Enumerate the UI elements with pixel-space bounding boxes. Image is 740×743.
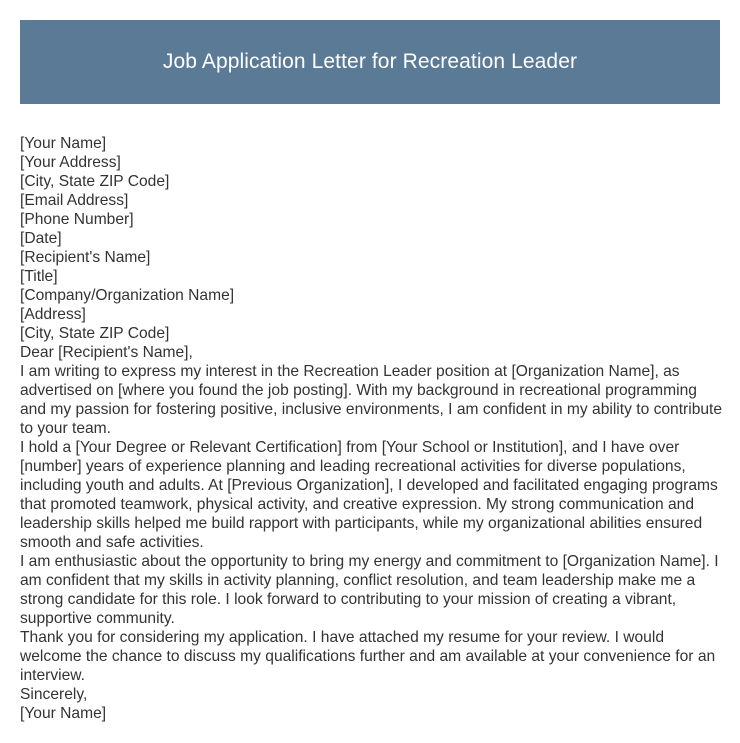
recipient-name: [Recipient's Name] xyxy=(20,249,151,266)
paragraph-experience: I hold a [Your Degree or Relevant Certification] from [Your School or Institution], and I have over [number] years of experience planning and leading recreational activities for diverse populations, including youth and adults. At [Previous Organization], I developed and facilitated engaging programs that promoted teamwork, physical activity, and creative expression. My strong communication and leadership skills helped me build rapport with participants, while my organizational abilities ensured smooth and safe activities. xyxy=(20,439,718,551)
recipient-title: [Title] xyxy=(20,268,58,285)
paragraph-enthusiasm: I am enthusiastic about the opportunity to bring my energy and commitment to [Organization Name]. I am confident that my skills in activity planning, conflict resolution, and team leadership make me a strong candidate for this role. I look forward to contributing to your mission of creating a vibrant, supportive community. xyxy=(20,553,719,627)
letter-date: [Date] xyxy=(20,230,62,247)
salutation: Dear [Recipient's Name], xyxy=(20,344,193,361)
sender-name: [Your Name] xyxy=(20,135,107,152)
recipient-city-state-zip: [City, State ZIP Code] xyxy=(20,325,170,342)
paragraph-closing: Thank you for considering my application. I have attached my resume for your review. I would welcome the chance to discuss my qualifications further and am available at your convenience for an interview. xyxy=(20,629,716,684)
paragraph-intro: I am writing to express my interest in the Recreation Leader position at [Organization Name], as advertised on [where you found the job posting]. With my background in recreational programming and my passion for fostering positive, inclusive environments, I am confident in my ability to contribute to your team. xyxy=(20,363,723,437)
recipient-address: [Address] xyxy=(20,306,86,323)
closing: Sincerely, xyxy=(20,686,88,703)
page-header xyxy=(20,20,720,104)
letter-body xyxy=(20,134,724,723)
page-title: Job Application Letter for Recreation Leader xyxy=(162,50,578,73)
sender-address: [Your Address] xyxy=(20,154,121,171)
recipient-organization: [Company/Organization Name] xyxy=(20,287,235,304)
signature: [Your Name] xyxy=(20,705,107,722)
sender-phone: [Phone Number] xyxy=(20,211,134,228)
sender-email: [Email Address] xyxy=(20,192,129,209)
sender-city-state-zip: [City, State ZIP Code] xyxy=(20,173,170,190)
